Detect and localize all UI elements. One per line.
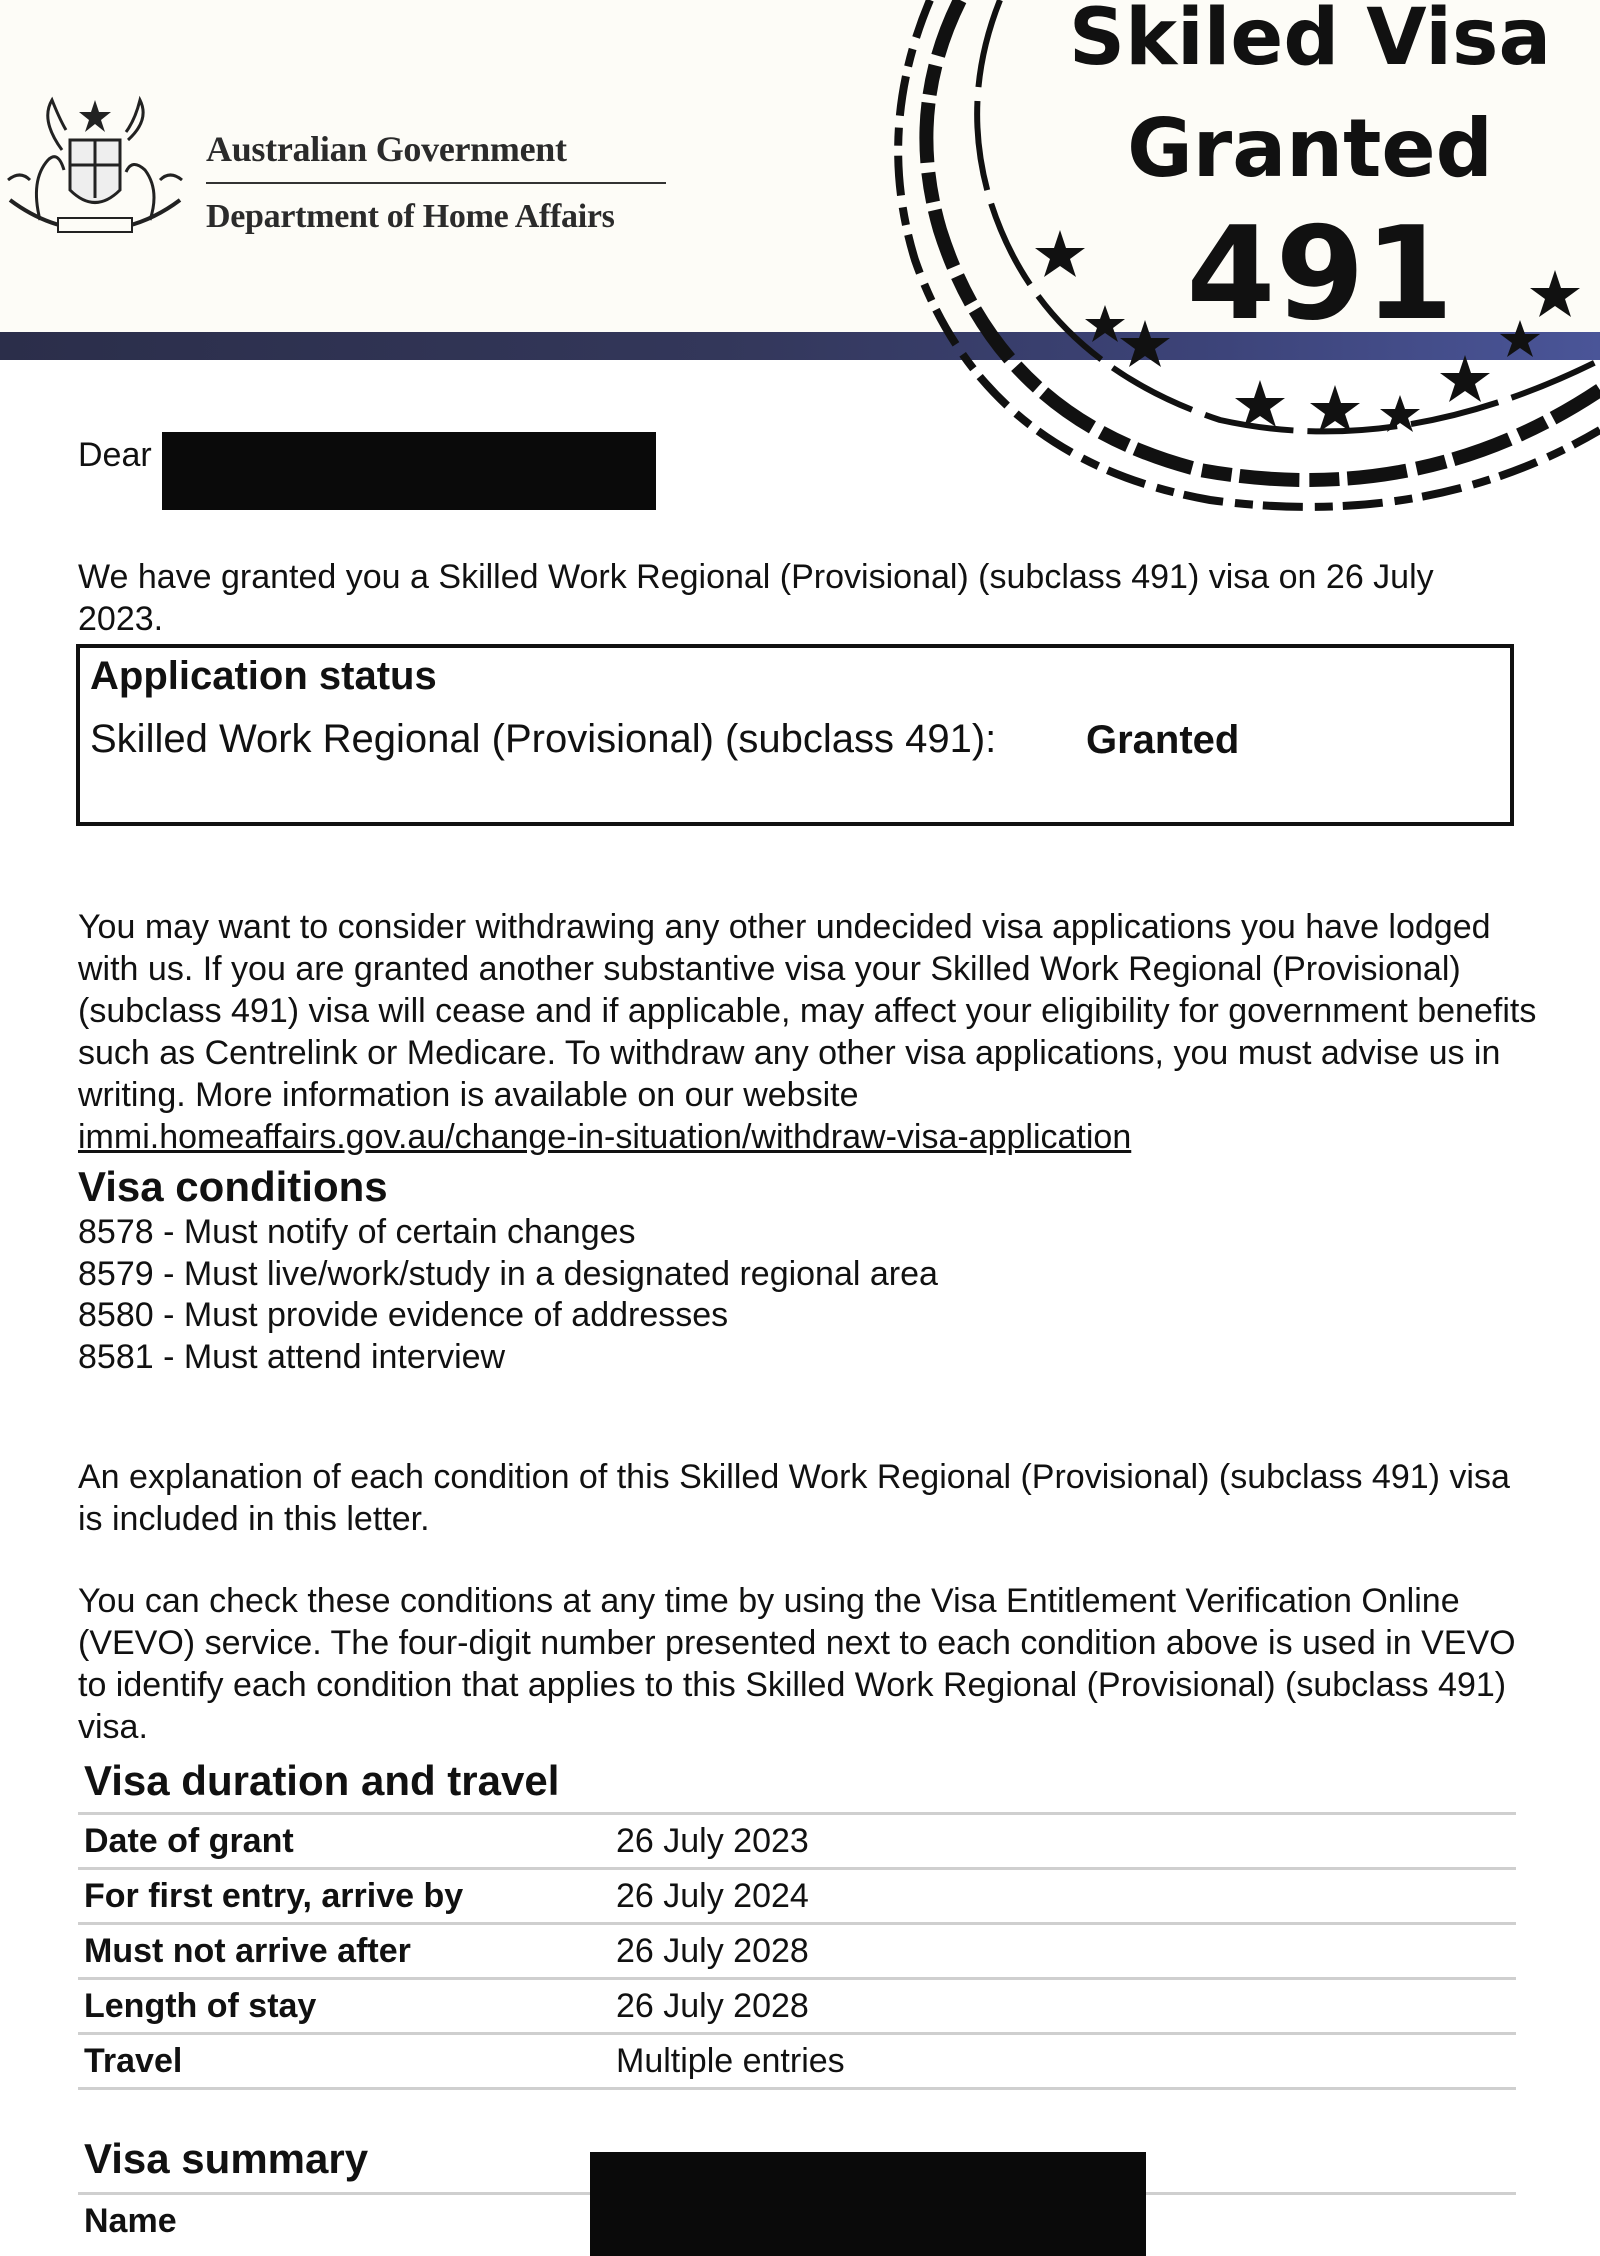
status-box-visa: Skilled Work Regional (Provisional) (subclass 491): — [90, 717, 997, 761]
row-value: 26 July 2028 — [610, 1979, 1516, 2034]
status-box-title: Application status — [90, 654, 437, 698]
withdraw-text: You may want to consider withdrawing any other undecided visa applications you have lodged with us. If you are granted another substantive visa your Skilled Work Regional (Provisional) (subclass 491) visa will cease and if applicable, may affect your eligibility for government benefits such as Centrelink or Medicare. To withdraw any other visa applications, you must advise us in writing. More information is available on our website — [78, 908, 1537, 1114]
header-band — [0, 332, 1600, 360]
duration-table — [78, 1812, 1516, 2090]
condition-item: 8581 - Must attend interview — [78, 1337, 506, 1376]
table-row — [78, 1869, 1516, 1924]
table-row — [78, 1814, 1516, 1869]
status-box-status: Granted — [1086, 718, 1240, 762]
grant-intro: We have granted you a Skilled Work Regional (Provisional) (subclass 491) visa on 26 July 2023. — [78, 558, 1434, 638]
department-name: Department of Home Affairs — [206, 198, 615, 235]
summary-heading: Visa summary — [84, 2135, 369, 2182]
salutation: Dear — [78, 436, 152, 474]
condition-item: 8579 - Must live/work/study in a designated regional area — [78, 1254, 938, 1293]
visa-duration-section — [78, 1756, 1516, 2090]
row-label: Date of grant — [78, 1814, 610, 1869]
visa-conditions-section — [78, 1162, 1518, 1378]
row-label: Travel — [78, 2034, 610, 2089]
redacted-name — [162, 432, 656, 510]
vevo-paragraph: You can check these conditions at any time by using the Visa Entitlement Verification Online (VEVO) service. The four-digit number presented next to each condition above is used in VEVO to identify each condition that applies to this Skilled Work Regional (Provisional) (subclass 491) visa. — [78, 1582, 1516, 1746]
stamp-line-3: 491 — [1186, 200, 1454, 349]
row-value: Multiple entries — [610, 2034, 1516, 2089]
coat-of-arms-icon — [0, 80, 190, 250]
condition-item: 8578 - Must notify of certain changes — [78, 1213, 636, 1251]
table-row — [78, 1979, 1516, 2034]
row-label: Length of stay — [78, 1979, 610, 2034]
conditions-list — [78, 1212, 1518, 1378]
withdraw-paragraph — [78, 906, 1538, 1158]
redacted-summary-name — [590, 2152, 1146, 2256]
row-value: 26 July 2023 — [610, 1814, 1516, 1869]
letterhead — [0, 0, 1600, 332]
conditions-heading: Visa conditions — [78, 1163, 388, 1210]
conditions-explanation: An explanation of each condition of this Skilled Work Regional (Provisional) (subclass 491) visa is included in this letter. — [78, 1458, 1510, 1538]
row-label: Must not arrive after — [78, 1924, 610, 1979]
stamp-line-1: Skiled Visa — [1068, 0, 1552, 83]
condition-item: 8580 - Must provide evidence of addresses — [78, 1296, 729, 1334]
government-name: Australian Government — [206, 128, 666, 184]
stamp-line-2: Granted — [1127, 102, 1493, 195]
table-row — [78, 2034, 1516, 2089]
withdraw-link[interactable]: immi.homeaffairs.gov.au/change-in-situation/withdraw-visa-application — [78, 1118, 1132, 1156]
duration-heading: Visa duration and travel — [84, 1757, 560, 1804]
row-value: 26 July 2028 — [610, 1924, 1516, 1979]
table-row — [78, 1924, 1516, 1979]
summary-name-label: Name — [78, 2192, 1516, 2247]
application-status-box — [76, 644, 1514, 826]
row-label: For first entry, arrive by — [78, 1869, 610, 1924]
row-value: 26 July 2024 — [610, 1869, 1516, 1924]
